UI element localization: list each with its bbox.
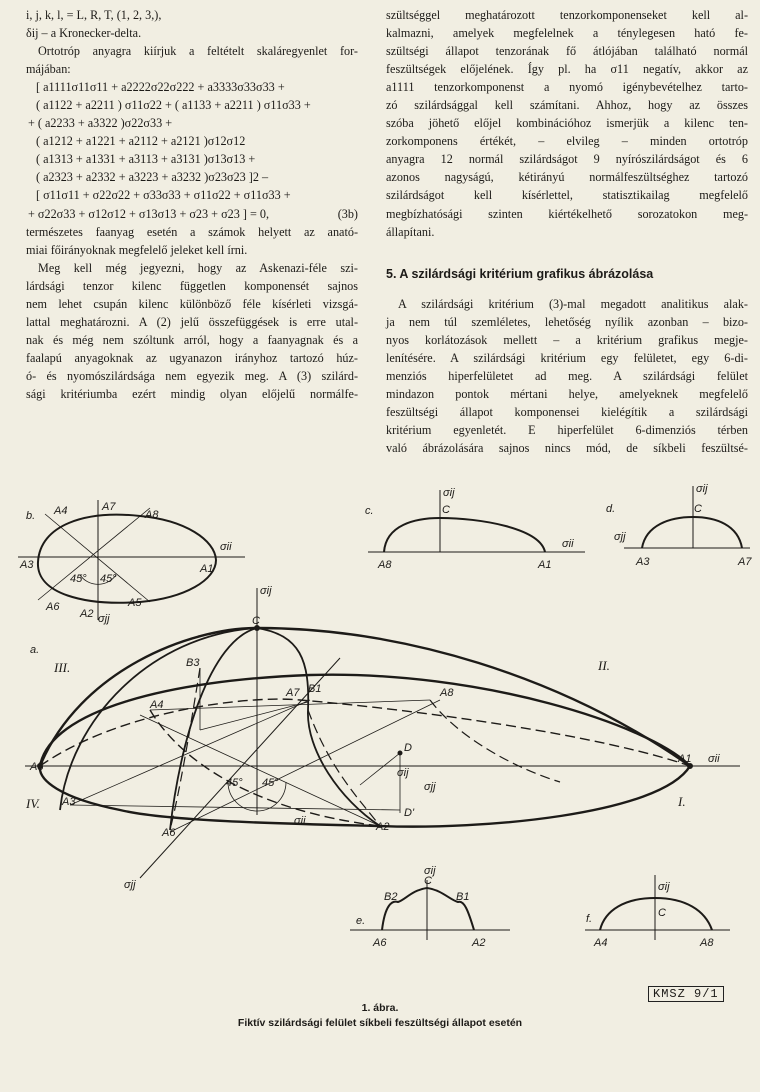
- equation-line: ( a1313 + a1331 + a3113 + a3131 )σ13σ13 +: [36, 152, 256, 167]
- axis-label-sigma-ii: σii: [294, 815, 306, 827]
- panel-letter-e: e.: [356, 915, 366, 927]
- point-label-c: C: [442, 504, 450, 516]
- paragraph-line: szültségi állapot tenzorának fő átlójában található normál: [386, 44, 748, 59]
- paragraph-line: azonos nagyságú, kétirányú normálfeszültséghez tartozó: [386, 170, 748, 185]
- point-label-c: C: [252, 615, 260, 627]
- point-label-a3: A3: [20, 559, 34, 571]
- octant-label-iv: IV.: [26, 796, 40, 811]
- equation-line-tagged: [26, 205, 358, 223]
- axis-label-sigma-ii: σii: [708, 753, 720, 765]
- equation-line: ( a1122 + a2211 ) σ11σ22 + ( a1133 + a2211 ) σ11σ33 +: [36, 98, 311, 113]
- axis-label-sigma-jj: σjj: [124, 879, 136, 891]
- axis-label-sigma-ij: σij: [658, 881, 670, 893]
- angle-label: 45°: [70, 573, 87, 585]
- panel-letter-c: c.: [365, 505, 374, 517]
- point-label-a8: A8: [378, 559, 392, 571]
- axis-label-sigma-jj: σjj: [98, 613, 110, 625]
- paragraph-line: miai főirányoknak megfelelő jeleket kell írni.: [26, 242, 248, 257]
- point-label-d-prime: D': [404, 807, 415, 819]
- kronecker-definition: δij – a Kronecker-delta.: [26, 26, 142, 41]
- octant-label-iii: III.: [54, 660, 71, 675]
- base-contour: [40, 675, 690, 827]
- paragraph-line: ó- és nyomószilárdsága nem egyezik meg. A (3) szilárd-: [26, 368, 358, 383]
- construction-line: [360, 753, 400, 785]
- axis-label-sigma-ij: σij: [260, 585, 272, 597]
- paragraph-line: lárdsági tenzor kilenc független komponensét sajnos: [26, 278, 358, 293]
- angle-label: 45°: [100, 573, 117, 585]
- equation-line: + σ22σ33 + σ12σ12 + σ13σ13 + σ23 + σ23 ] = 0,: [28, 206, 270, 221]
- point-label-a2: A2: [376, 821, 390, 833]
- point-label-a8: A8: [700, 937, 714, 949]
- construction-line: [70, 700, 310, 805]
- paragraph-line: való ábrázolására sajnos nincs mód, de síkbeli feszültsé-: [386, 441, 748, 456]
- section-curve: [384, 518, 545, 552]
- point-label-a8: A8: [145, 509, 159, 521]
- paragraph-line: természetes faanyag esetén a számok helyett az anató-: [26, 224, 358, 239]
- angle-label: 45°: [226, 777, 243, 789]
- axis-label-sigma-jj: σjj: [614, 531, 626, 543]
- equation-line: [ σ11σ11 + σ22σ22 + σ33σ33 + σ11σ22 + σ11σ33 +: [36, 188, 291, 203]
- point-label-a4: A4: [594, 937, 608, 949]
- paragraph-line: lattal meghatározni. A (2) jelű összefüggések is erre utal-: [26, 314, 358, 329]
- equation-line: + ( a2233 + a3322 )σ22σ33 +: [28, 116, 173, 131]
- panel-e: [350, 880, 510, 940]
- angle-label: 45°: [262, 777, 279, 789]
- axis-label-sigma-jj: σjj: [424, 781, 436, 793]
- paragraph-line: mindazon pontok mértani helye, amelyeknek megfelelő: [386, 386, 748, 401]
- panel-c: [368, 490, 585, 552]
- axis-label-sigma-ii: σii: [220, 541, 232, 553]
- paragraph-line: kalmazni, amelyek megfelelnek a ténylegesen ható fe-: [386, 26, 748, 41]
- point-label-c: C: [658, 907, 666, 919]
- point-label-b1: B1: [308, 683, 322, 695]
- strength-surface-figure: [0, 470, 760, 990]
- construction-line: [140, 715, 380, 826]
- panel-letter-f: f.: [586, 913, 593, 925]
- paragraph-line: sági kritériumba ezért mindig olyan előjelű normálfe-: [26, 386, 358, 401]
- point-label-c: C: [694, 503, 702, 515]
- paragraph-line: Ortotróp anyagra kiírjuk a feltételt skaláregyenlet for-: [38, 44, 358, 59]
- point-label-b2: B2: [384, 891, 398, 903]
- equation-line: ( a2323 + a2332 + a3223 + a3232 )σ23σ23 ]2 –: [36, 170, 269, 185]
- paragraph-line: A szilárdsági kritérium (3)-mal megadott analitikus alak-: [398, 296, 748, 311]
- axis-label-sigma-ij: σij: [696, 483, 708, 495]
- point-label-a1: A1: [678, 753, 692, 765]
- paragraph-line: szilárdságot kell kísérlettel, statisztikailag megfelelő: [386, 188, 748, 203]
- paragraph-line: anyagra 12 normál szilárdságot 9 nyírószilárdságot és 6: [386, 152, 748, 167]
- paragraph-line: májában:: [26, 62, 71, 77]
- point-label-a7: A7: [738, 556, 752, 568]
- left-column: [26, 6, 358, 403]
- point-label-a4: A4: [54, 505, 68, 517]
- point-label-a6: A6: [46, 601, 60, 613]
- point-label-a3: A3: [62, 796, 76, 808]
- paragraph-line: szültséggel meghatározott tenzorkomponenseket kell al-: [386, 8, 748, 22]
- paragraph-line: szóba jöhető előjel kombinációhoz ismerjük a kilenc ten-: [386, 116, 748, 131]
- paragraph-line: zorkomponens értékét, – elvileg – minden ortotróp: [386, 134, 748, 149]
- point-label-a3: A3: [636, 556, 650, 568]
- yield-ellipse: [38, 515, 216, 603]
- paragraph-line: állapítani.: [386, 224, 435, 239]
- figure-caption-text: Fiktív szilárdsági felület síkbeli feszültségi állapot esetén: [237, 1017, 523, 1029]
- axis-label-sigma-ij: σij: [397, 767, 409, 779]
- figure-code-box: KMSZ 9/1: [648, 986, 724, 1002]
- panel-d: [624, 486, 750, 548]
- paragraph-line: zó szilárdsággal kell számítani. Ahhoz, hogy az összes: [386, 98, 748, 113]
- equation-line: ( a1212 + a1221 + a2112 + a2121 )σ12σ12: [36, 134, 246, 149]
- octant-label-ii: II.: [598, 658, 610, 673]
- point-label-a6: A6: [373, 937, 387, 949]
- point-label-a5: A5: [30, 761, 44, 773]
- figure-caption-number: 1. ábra.: [361, 1002, 399, 1014]
- point-label-a7: A7: [286, 687, 300, 699]
- paragraph-line: Meg kell még jegyezni, hogy az Askenazi-féle szi-: [38, 260, 358, 275]
- right-column: [386, 6, 748, 457]
- paragraph-line: nak és még nem szóltunk arról, hogy a faanyagnak és a: [26, 332, 358, 347]
- point-label-a7: A7: [102, 501, 116, 513]
- paragraph-line: feszültségek előjelének. Így pl. ha σ11 negatív, akkor az: [386, 62, 748, 77]
- section-curve: [600, 898, 712, 930]
- paragraph-line: ja nem túl szemléletes, lehetőség nyílik azonban – bizo-: [386, 314, 748, 329]
- panel-letter-a: a.: [30, 644, 40, 656]
- point-label-a8: A8: [440, 687, 454, 699]
- axis-label-sigma-ii: σii: [562, 538, 574, 550]
- point-label-a1: A1: [200, 563, 214, 575]
- index-definition: i, j, k, l, = L, R, T, (1, 2, 3,),: [26, 8, 162, 22]
- point-label-c: C: [424, 875, 432, 887]
- paragraph-line: feszültségi állapot komponensei kielégítik a szilárdsági: [386, 404, 748, 419]
- paragraph-line: nem lehet csupán kilenc különböző féle kísérleti vizsgá-: [26, 296, 358, 311]
- point-label-a2: A2: [472, 937, 486, 949]
- point-label-a1: A1: [538, 559, 552, 571]
- paragraph-line: faalapú anyagoknak az ugyanazon irányhoz tartozó húz-: [26, 350, 358, 365]
- axis-label-sigma-ij: σij: [424, 865, 436, 877]
- point-label-b3: B3: [186, 657, 200, 669]
- paragraph-line: megbízhatósági szinten kiértékelhető sorozatokon meg-: [386, 206, 748, 221]
- paragraph-line: lenítésére. A szilárdsági kritérium egy felületet, egy 6-di-: [386, 350, 748, 365]
- panel-letter-b: b.: [26, 510, 36, 522]
- paragraph-line: menziós hiperfelületet ad meg. A szilárdsági felület: [386, 368, 748, 383]
- point-label-b1: B1: [456, 891, 470, 903]
- equation-line: [ a1111σ11σ11 + a2222σ22σ222 + a3333σ33σ33 +: [36, 80, 285, 95]
- point-label-a4: A4: [150, 699, 164, 711]
- hidden-curve: [430, 700, 560, 782]
- axis-label-sigma-ij: σij: [443, 487, 455, 499]
- point-label-a5: A5: [128, 597, 142, 609]
- paragraph-line: a1111 tenzorkomponenst a nyomó igénybevételhez tarto-: [386, 80, 748, 95]
- paragraph-line: kritérium egyenletét. E hiperfelület 6-dimenziós térben: [386, 422, 748, 437]
- paragraph-line: nyos korlátozások mellett – a kritérium grafikus megje-: [386, 332, 748, 347]
- section-curve: [642, 517, 742, 548]
- point-label-d: D: [404, 742, 412, 754]
- section-heading: 5. A szilárdsági kritérium grafikus ábrázolása: [386, 266, 654, 281]
- panel-a: [25, 588, 740, 878]
- octant-label-i: I.: [678, 794, 686, 809]
- hidden-curve: [150, 710, 380, 826]
- point-label-a2: A2: [80, 608, 94, 620]
- panel-letter-d: d.: [606, 503, 616, 515]
- equation-tag: (3b): [337, 206, 358, 221]
- point-d: [398, 751, 402, 755]
- point-label-a6: A6: [162, 827, 176, 839]
